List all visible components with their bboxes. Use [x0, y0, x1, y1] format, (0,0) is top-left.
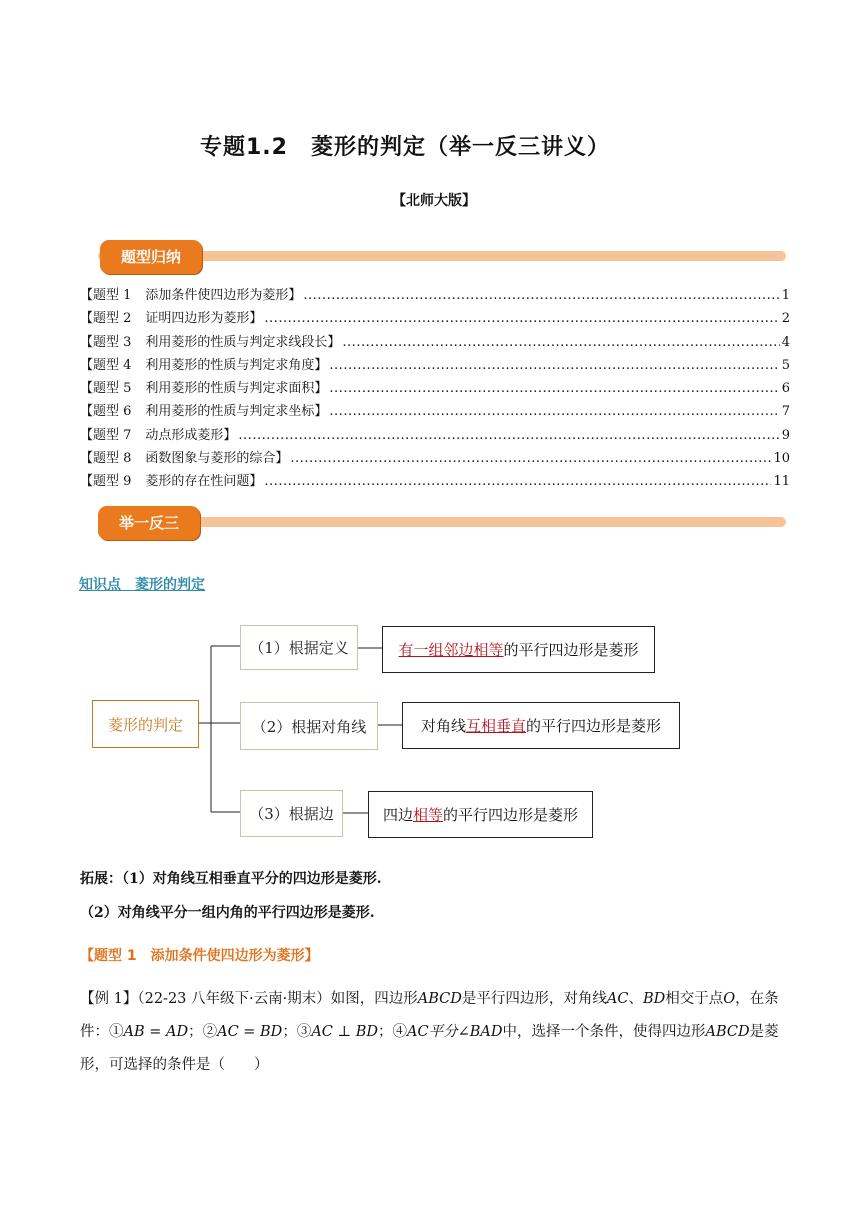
- toc-entry[interactable]: 【题型 2 证明四边形为菱形】 ..... 2: [80, 307, 790, 330]
- diagram-result-definition: 有一组邻边相等 的平行四边形是菱形: [382, 626, 655, 673]
- toc-entry[interactable]: 【题型 5 利用菱形的性质与判定求面积】 ..... 6: [80, 377, 790, 400]
- page-title: 专题1.2 菱形的判定（举一反三讲义）: [200, 135, 610, 160]
- section-band: [98, 517, 786, 527]
- toc-entry[interactable]: 【题型 9 菱形的存在性问题】 ..... 11: [80, 470, 790, 493]
- highlight-text: 互相垂直: [465, 717, 526, 735]
- toc-entry[interactable]: 【题型 1 添加条件使四边形为菱形】 ..... 1: [80, 284, 790, 307]
- section-practice-label: 举一反三: [98, 506, 200, 540]
- toc-entry[interactable]: 【题型 4 利用菱形的性质与判定求角度】 ..... 5: [80, 354, 790, 377]
- example-1: 【例 1】（22-23 八年级下·云南·期末）如图，四边形ABCD是平行四边形，对角线AC、BD相交于点O，在条件：①AB = AD；②AC = BD；③AC ⊥ BD；④AC平分∠BAD中，选择一个条件，使得四边形ABCD是菱形，可选择的条件是（ ）: [80, 991, 779, 1073]
- diagram-result-side: 四边 相等 的平行四边形是菱形: [368, 791, 593, 838]
- edition-label: 【北师大版】: [392, 193, 476, 209]
- diagram-root-node: 菱形的判定: [92, 700, 199, 748]
- extension-line: 拓展：（1）对角线互相垂直平分的四边形是菱形.: [80, 871, 382, 887]
- diagram-branch-diagonal: （2）根据对角线: [240, 702, 378, 750]
- diagram-branch-side: （3）根据边: [240, 790, 343, 837]
- toc-entry[interactable]: 【题型 6 利用菱形的性质与判定求坐标】 ..... 7: [80, 400, 790, 423]
- highlight-text: 有一组邻边相等: [398, 641, 504, 659]
- toc-entry[interactable]: 【题型 7 动点形成菱形】 ..... 9: [80, 424, 790, 447]
- diagram-result-diagonal: 对角线 互相垂直 的平行四边形是菱形: [402, 702, 680, 749]
- type1-heading: 【题型 1 添加条件使四边形为菱形】: [80, 948, 319, 964]
- highlight-text: 相等: [412, 806, 443, 824]
- toc-entry[interactable]: 【题型 3 利用菱形的性质与判定求线段长】 ..... 4: [80, 331, 790, 354]
- section-toc-label: 题型归纳: [100, 240, 202, 274]
- knowledge-point-heading: 知识点 菱形的判定: [79, 577, 205, 593]
- diagram-branch-definition: （1）根据定义: [240, 625, 358, 670]
- extension-line: （2）对角线平分一组内角的平行四边形是菱形.: [80, 905, 375, 921]
- toc-entry[interactable]: 【题型 8 函数图象与菱形的综合】 ..... 10: [80, 447, 790, 470]
- table-of-contents: [80, 284, 790, 494]
